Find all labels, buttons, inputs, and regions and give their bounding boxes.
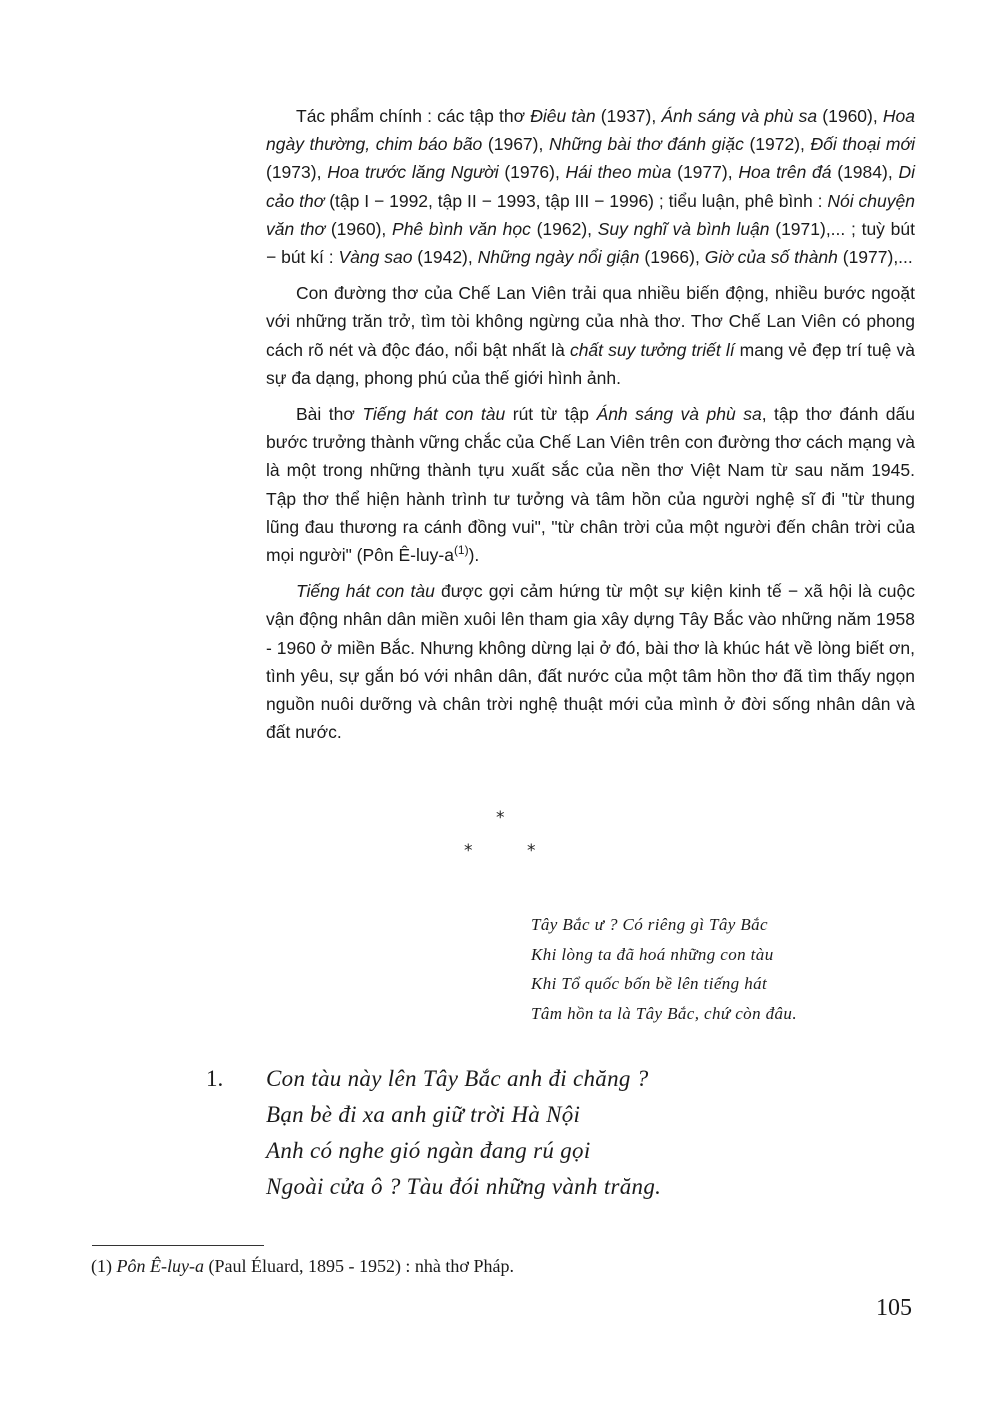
text: (tập I − 1992, tập II − 1993, tập III − 1996) ; tiểu luận, phê bình : (324, 190, 828, 211)
text: (1977), (671, 162, 739, 183)
work-title: Hoa trước lăng Người (327, 162, 499, 183)
text: Con đường thơ của Chế Lan Viên trải qua nhiều biến động, nhiều bước ngoặt với những trăn trở, tìm tòi không ngừng của nhà thơ. Thơ Chế Lan Viên có phong cách rõ nét và độc đáo, nổi bật nhất là (266, 283, 915, 360)
text: (1962), (530, 218, 598, 239)
work-title: Hoa ngày thường, chim báo bão (266, 106, 915, 155)
emphasis: chất suy tưởng triết lí (569, 339, 735, 360)
paragraph-main-works (266, 102, 915, 271)
poem-line: Ngoài cửa ô ? Tàu đói những vành trăng. (266, 1174, 662, 1199)
work-title: Nói chuyện văn thơ (266, 190, 915, 239)
poem-line: Bạn bè đi xa anh giữ trời Hà Nội (266, 1102, 581, 1127)
epigraph-line: Tâm hồn ta là Tây Bắc, chứ còn đâu. (531, 1003, 797, 1023)
text: (1976), (498, 162, 566, 183)
text: (1984), (831, 162, 899, 183)
asterisk-icon: * (496, 808, 505, 828)
epigraph (531, 910, 797, 1028)
work-title: Vàng sao (338, 247, 413, 268)
work-title: Hoa trên đá (738, 162, 832, 183)
stanza-number: 1. (206, 1066, 224, 1091)
text: (1973), (266, 162, 328, 183)
work-title: Tiếng hát con tàu (296, 581, 435, 602)
asterisk-icon: * (464, 841, 473, 861)
text: (1977),... (837, 247, 913, 268)
text: (1967), (482, 134, 549, 155)
asterisk-icon: * (527, 841, 536, 861)
paragraph-poetic-path (266, 279, 915, 392)
footnote-number: (1) (91, 1256, 117, 1276)
work-title: Ánh sáng và phù sa (661, 106, 818, 126)
text: (1960), (325, 218, 393, 239)
work-title: Suy nghĩ và bình luận (597, 218, 770, 239)
poem-line: Anh có nghe gió ngàn đang rú gọi (266, 1138, 591, 1163)
footnote-divider (92, 1245, 264, 1246)
work-title: Di cảo thơ (266, 162, 915, 211)
text: mang vẻ đẹp trí tuệ và sự đa dạng, phong phú của thế giới hình ảnh. (266, 339, 915, 388)
paragraph-collection (266, 400, 915, 569)
page-number: 105 (876, 1295, 912, 1321)
work-title: Đối thoại mới (810, 134, 915, 155)
work-title: Những ngày nổi giận (477, 247, 640, 268)
text: (1966), (639, 247, 705, 268)
footnote (91, 1253, 514, 1279)
epigraph-line: Khi Tổ quốc bốn bề lên tiếng hát (531, 974, 768, 993)
body-text (266, 102, 915, 754)
text: (1971),... ; tuỳ bút − bút kí : (266, 218, 915, 268)
text: (1937), (595, 106, 662, 126)
work-title: Điêu tàn (530, 106, 596, 126)
work-title: Ánh sáng và phù sa (596, 404, 762, 425)
footnote-text: (Paul Éluard, 1895 - 1952) : nhà thơ Pháp. (203, 1256, 514, 1276)
text: được gợi cảm hứng từ một sự kiện kinh tế − xã hội là cuộc vận động nhân dân miền xuôi lên tham gia xây dựng Tây Bắc vào những năm 1958 - 1960 ở miền Bắc. Nhưng không dừng lại ở đó, bài thơ là khúc hát về lòng biết ơn, tình yêu, sự gắn bó với nhân dân, đất nước của một tâm hồn thơ đã tìm thấy ngọn nguồn nuôi dưỡng và chân trời nghệ thuật mới của mình ở đời sống nhân dân và đất nước. (266, 581, 915, 743)
text: Tác phẩm chính : các tập thơ (296, 106, 531, 126)
text: Bài thơ (296, 404, 363, 425)
epigraph-line: Tây Bắc ư ? Có riêng gì Tây Bắc (531, 915, 768, 934)
work-title: Những bài thơ đánh giặc (548, 134, 744, 155)
text: (1972), (743, 134, 811, 155)
paragraph-inspiration (266, 577, 915, 746)
text: (1942), (412, 247, 478, 268)
footnote-name: Pôn Ê-luy-a (116, 1256, 204, 1276)
work-title: Phê bình văn học (392, 218, 531, 239)
epigraph-line: Khi lòng ta đã hoá những con tàu (531, 944, 774, 964)
text: , tập thơ đánh dấu bước trưởng thành vững chắc của Chế Lan Viên trên con đường thơ cách mạng và là một trong những thành tựu xuất sắc của nền thơ Việt Nam từ sau năm 1945. Tập thơ thể hiện hành trình tư tưởng và tâm hồn của người nghệ sĩ đi "từ thung lũng đau thương ra cánh đồng vui", "từ chân trời của một người đến chân trời của mọi người" (Pôn Ê-luy-a (266, 404, 915, 566)
footnote-marker[interactable]: (1) (453, 543, 469, 558)
work-title: Hái theo mùa (565, 162, 672, 183)
poem-line: Con tàu này lên Tây Bắc anh đi chăng ? (266, 1066, 649, 1091)
text: ). (468, 545, 480, 566)
work-title: Giờ của số thành (704, 247, 838, 268)
text: rút từ tập (505, 404, 597, 425)
work-title: Tiếng hát con tàu (362, 404, 506, 425)
poem-stanza (266, 1061, 661, 1205)
text: (1960), (817, 106, 883, 126)
